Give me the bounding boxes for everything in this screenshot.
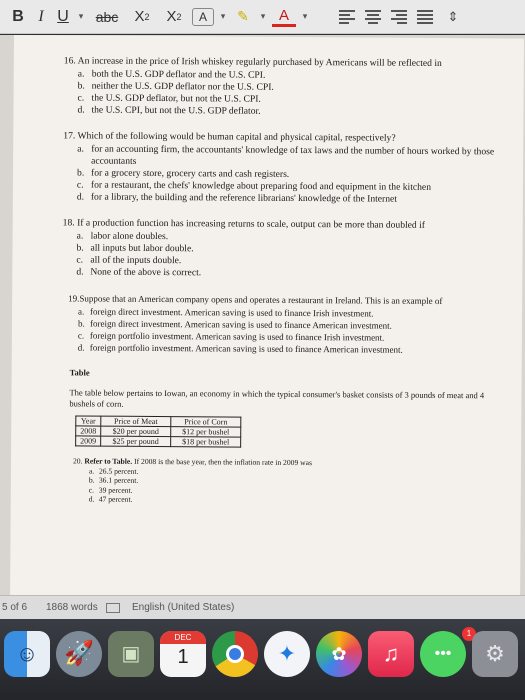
underline-button[interactable]: U — [57, 7, 69, 25]
photos-icon[interactable]: ✿ — [316, 631, 362, 677]
document-canvas[interactable] — [0, 35, 525, 595]
page-count[interactable]: 5 of 6 — [2, 602, 28, 613]
text-effects-dropdown-icon[interactable]: ▾ — [220, 11, 226, 21]
option-label: b. — [76, 242, 84, 254]
safari-icon[interactable]: ✦ — [264, 631, 310, 677]
option-label: a. — [78, 306, 85, 317]
option — [68, 341, 502, 356]
finder-icon[interactable]: ☺ — [4, 631, 50, 677]
option-text: all inputs but labor double. — [90, 242, 194, 255]
option-text: both the U.S. GDP deflator and the U.S. CPI. — [91, 68, 266, 81]
formatting-toolbar — [0, 0, 525, 34]
option-label: d. — [76, 266, 84, 278]
section-title: Table — [69, 367, 90, 378]
option-label: d. — [77, 342, 85, 353]
superscript-index: 2 — [176, 11, 182, 22]
option-label: d. — [76, 191, 85, 203]
question-19 — [62, 292, 502, 356]
calendar-day: 1 — [177, 646, 189, 668]
question-stem: 19.Suppose that an American company opens and operates a restaurant in Ireland. This is an example of — [68, 293, 443, 306]
document-page[interactable] — [10, 35, 524, 599]
option-text: for a restaurant, the chefs' knowledge about preparing food and equipment in the kitchen — [90, 179, 432, 193]
option-text: for a grocery store, grocery carts and cash registers. — [90, 167, 290, 180]
align-left-icon[interactable] — [336, 8, 358, 26]
option-label: b. — [77, 167, 85, 179]
option-label: b. — [77, 318, 85, 329]
highlight-icon[interactable]: ✎ — [237, 8, 249, 24]
option-label: d. — [77, 104, 85, 116]
option-text: foreign portfolio investment. American saving is used to finance Irish investment. — [89, 330, 385, 343]
table-cell: $20 per pound — [101, 426, 171, 436]
option-text: for an accounting firm, the accountants' knowledge of tax laws and the number of hours worked by those accountants — [91, 143, 495, 167]
align-center-icon[interactable] — [362, 8, 384, 26]
alignment-group — [334, 8, 438, 26]
question-20 — [61, 456, 501, 507]
table-header: Year — [76, 416, 101, 426]
option-text: for a library, the building and the reference librarians' knowledge of the Internet — [90, 191, 398, 205]
option — [62, 266, 502, 281]
option-text: 26.5 percent. — [98, 466, 139, 476]
dock — [0, 619, 525, 700]
table-cell: $12 per bushel — [171, 427, 241, 437]
option-text: foreign portfolio investment. American saving is used to finance American investment. — [89, 342, 403, 355]
notification-badge: 1 — [462, 627, 476, 641]
table-cell: 2008 — [76, 426, 101, 436]
question-stem: 16. An increase in the price of Irish whiskey regularly purchased by Americans will be reflected in — [63, 55, 442, 69]
word-count[interactable]: 1868 words — [46, 602, 98, 613]
superscript-button[interactable] — [160, 4, 188, 30]
option-text: labor alone doubles. — [90, 230, 169, 243]
calendar-icon[interactable] — [160, 631, 206, 677]
question-16 — [63, 55, 503, 119]
option-label: d. — [88, 494, 95, 504]
proofing-icon[interactable] — [106, 603, 120, 613]
bold-button[interactable]: B — [12, 7, 24, 25]
superscript-base: X — [166, 8, 177, 25]
table-cell: $25 per pound — [101, 436, 171, 446]
status-bar — [0, 595, 525, 619]
system-preferences-icon[interactable]: ⚙ — [472, 631, 518, 677]
table-cell: $18 per bushel — [171, 437, 241, 447]
language-indicator[interactable]: English (United States) — [132, 602, 235, 613]
font-color-button[interactable]: A — [272, 7, 296, 27]
option-label: a. — [77, 143, 84, 155]
calendar-month: DEC — [160, 631, 206, 644]
question-stem: 17. Which of the following would be human capital and physical capital, respectively? — [63, 130, 396, 144]
option-label: a. — [77, 68, 85, 80]
option-text: None of the above is correct. — [90, 266, 202, 279]
option — [63, 191, 503, 206]
table-header: Price of Corn — [171, 417, 241, 427]
option-label: c. — [76, 254, 84, 266]
question-stem: 18. If a production function has increasing returns to scale, output can be more than doubled if — [62, 217, 426, 231]
option — [63, 104, 503, 119]
question-17 — [63, 130, 503, 206]
strikethrough-button[interactable]: abc — [95, 8, 119, 25]
music-icon[interactable]: ♫ — [368, 631, 414, 677]
option-text: 36.1 percent. — [98, 475, 139, 485]
option-text: 39 percent. — [98, 485, 133, 495]
question-18 — [62, 217, 502, 281]
option-text: 47 percent. — [98, 494, 133, 504]
line-spacing-icon[interactable]: ⇕ — [447, 8, 459, 24]
chrome-icon[interactable] — [212, 631, 258, 677]
option-text: foreign direct investment. American saving is used to finance Irish investment. — [90, 306, 374, 319]
option-label: a. — [88, 466, 95, 476]
justify-icon[interactable] — [414, 8, 436, 26]
option-text: foreign direct investment. American saving is used to finance American investment. — [89, 318, 392, 331]
price-table — [75, 415, 241, 447]
align-right-icon[interactable] — [388, 8, 410, 26]
option-label: c. — [77, 92, 85, 104]
table-intro: The table below pertains to Iowan, an economy in which the typical consumer's basket consists of 3 pounds of meat and 4 bushels of corn. — [69, 387, 485, 409]
highlight-dropdown-icon[interactable]: ▾ — [260, 11, 266, 21]
font-color-dropdown-icon[interactable]: ▾ — [302, 11, 308, 21]
option-text: all of the inputs double. — [90, 254, 182, 267]
option — [73, 494, 501, 506]
italic-button[interactable]: I — [38, 7, 44, 25]
subscript-index: 2 — [144, 11, 150, 22]
launchpad-icon[interactable]: 🚀 — [56, 631, 102, 677]
question-text: If 2008 is the base year, then the inflation rate in 2009 was — [134, 456, 313, 468]
option-text: the U.S. CPI, but not the U.S. GDP deflator. — [91, 104, 261, 117]
option — [63, 143, 503, 170]
option-text: the U.S. GDP deflator, but not the U.S. CPI. — [91, 92, 261, 105]
option-label: c. — [88, 485, 95, 495]
option-label: b. — [77, 80, 85, 92]
option-text: neither the U.S. GDP deflator nor the U.S. CPI. — [91, 80, 274, 93]
question-number: 20. — [72, 456, 83, 466]
option-label: c. — [77, 330, 85, 341]
option-label: a. — [76, 230, 84, 242]
table-cell: 2009 — [76, 436, 101, 446]
messages-icon[interactable]: ••• — [420, 631, 466, 677]
option-label: b. — [88, 475, 95, 485]
underline-dropdown-icon[interactable]: ▾ — [78, 11, 84, 21]
table-header: Price of Meat — [101, 416, 171, 426]
text-effects-button[interactable]: A — [192, 8, 214, 26]
subscript-base: X — [134, 8, 145, 25]
table-row — [76, 436, 241, 447]
image-capture-icon[interactable]: ▣ — [108, 631, 154, 677]
question-lead: Refer to Table. — [84, 456, 133, 466]
subscript-button[interactable] — [128, 4, 156, 30]
option-label: c. — [76, 179, 84, 191]
